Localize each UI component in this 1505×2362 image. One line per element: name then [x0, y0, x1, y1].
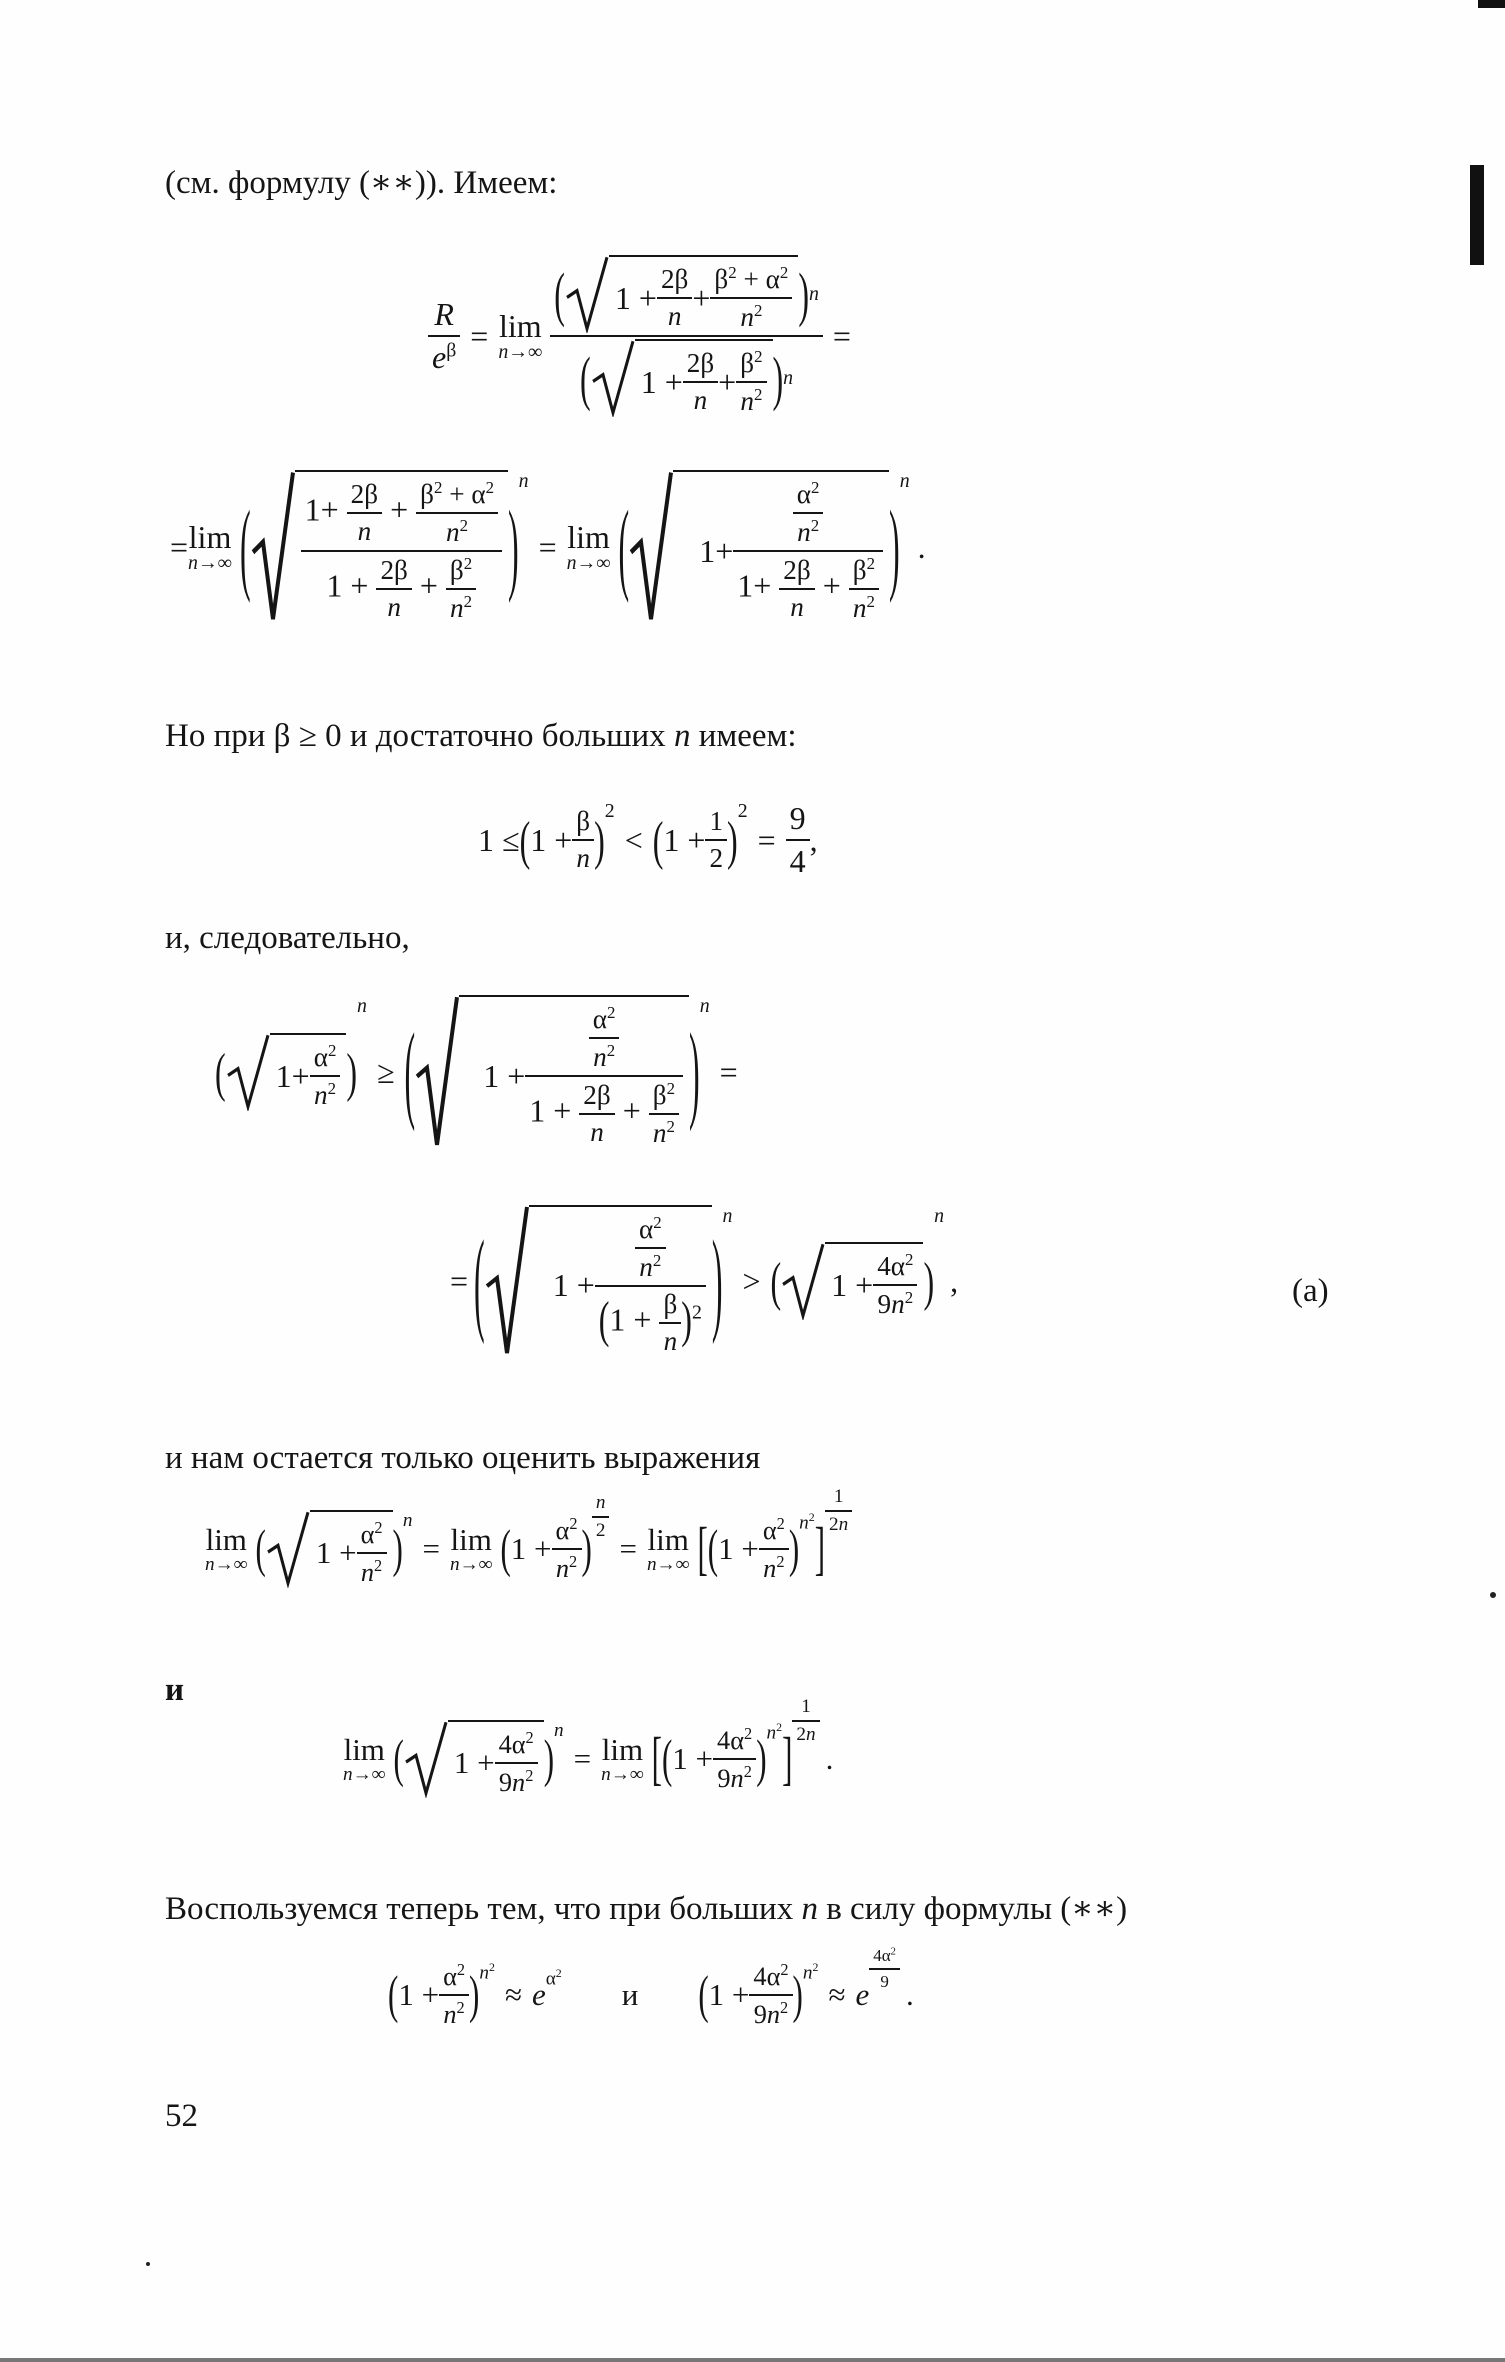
scan-edge — [0, 2358, 1505, 2362]
intro-line — [165, 162, 557, 202]
fraction: ( 1 + 2β n + $\beta^2 + \alpha^2$ $n^2$ ) n ( 1 + 2β n + $\beta^2$ $n^2$ ) n — [550, 255, 823, 417]
limit: lim n→∞ — [188, 519, 232, 575]
formula-gt-chain: = ( 1 + $\frac{\alpha^2}{n^2}$ (1 + $\frac{\beta}{n}$ )$^2$ ) $^n$ > ( 1 + $4\alpha^2$ $9n^2$ ) n , — [450, 1205, 959, 1357]
conjunction: и — [621, 1976, 639, 2012]
scan-dot — [1490, 1592, 1496, 1598]
consequently-line: и, следовательно, — [165, 920, 410, 956]
formula-ge-chain: ( 1+ $\alpha^2$ $n^2$ ) n ≥ ( 1 + $\frac{\alpha^2}{n^2}$ 1 + $\frac{2\beta}{n}$ + $\frac{\beta^2}{n^2}$ ) $^n$ = — [215, 995, 738, 1149]
text-fragment: Воспользуемся теперь тем, что при больших — [165, 1891, 802, 1927]
text-fragment: имеем: — [690, 718, 797, 754]
formula-inequality: 1 ≤ ( 1 + β n ) $^2$ < ( 1 + 1 2 ) $^2$ = $\frac{9}{4}$ , — [478, 800, 818, 879]
formula-approx: ( 1 + $\alpha^2$ $n^2$ ) $^{n^2}$ ≈ e $^{\alpha^2}$ и ( 1 + $4\alpha^2$ $9n^2$ ) $^{n^2}$ ≈ e $4\alpha^2$ 9 . — [388, 1946, 914, 2029]
text-fragment: Но при — [165, 718, 274, 754]
page-number: 52 — [165, 2098, 198, 2134]
limit: lim n→∞ — [601, 1731, 644, 1785]
and-line: и — [165, 1672, 185, 1708]
scan-mark — [1478, 0, 1505, 8]
limit: lim n→∞ — [566, 519, 611, 575]
beta-symbol: β — [273, 718, 291, 754]
formula-limit-2: lim n→∞ ( 1 + $4\alpha^2$ $9n^2$ ) $^n$ = lim n→∞ [ ( 1 + $4\alpha^2$ $9n^2$ ) $^{n^2}$ ] 1 2n . — [343, 1696, 834, 1797]
formula-r-over-eb: $\frac{R}{e^\beta}$ = lim n→∞ ( 1 + 2β n + $\beta^2 + \alpha^2$ $n^2$ ) n ( 1 + 2β n + $\beta^2$ $n^2$ ) n = — [428, 255, 861, 417]
text-fragment: в силу формулы ( — [817, 1891, 1072, 1927]
formula-ref: ∗∗ — [370, 165, 415, 201]
limit: lim n→∞ — [205, 1521, 248, 1575]
estimate-line: и нам остается только оценить выражения — [165, 1440, 761, 1476]
scan-dot — [146, 2262, 150, 2266]
limit: lim n→∞ — [646, 1521, 690, 1575]
formula-ref: ∗∗ — [1071, 1891, 1117, 1927]
limit: lim n→∞ — [449, 1521, 493, 1575]
text-fragment: (см. формулу ( — [165, 165, 371, 201]
n-symbol: n — [673, 718, 691, 754]
n-symbol: n — [801, 1891, 818, 1927]
formula-limit-1: lim n→∞ ( 1 + $\alpha^2$ $n^2$ ) $^n$ = lim n→∞ ( 1 + $\alpha^2$ $n^2$ ) $\frac{n}{2}$ = lim n→∞ [ ( 1 + $\alpha^2$ $n^2$ ) $^{n^2}$ ] 1 2n — [205, 1510, 852, 1588]
equation-label: (a) — [1292, 1273, 1329, 1309]
fraction: $\frac{R}{e^\beta}$ — [428, 296, 460, 376]
text-fragment: )). Имеем: — [414, 165, 558, 201]
limit: lim n→∞ — [498, 308, 543, 364]
limit: lim n→∞ — [343, 1731, 386, 1785]
formula-limit-chain: = lim n→∞ ( 1+ $\frac{2\beta}{n}$ + $\frac{\beta^2 + \alpha^2}{n^2}$ 1 + $\frac{2\beta}{n}$ + $\frac{\beta^2}{n^2}$ ) $^n$ = lim n→∞ ( 1+ $\frac{\alpha^2}{n^2}$ 1+ $\frac{2\beta}{n}$ + $\frac{\beta^2}{n^2}$ ) $^n$ . — [170, 470, 926, 624]
text-fragment: ) — [1116, 1891, 1128, 1927]
text-fragment: ≥ 0 и достаточно больших — [290, 718, 674, 754]
condition-line — [165, 718, 797, 755]
scan-mark — [1470, 165, 1484, 265]
use-formula-line — [165, 1888, 1127, 1928]
